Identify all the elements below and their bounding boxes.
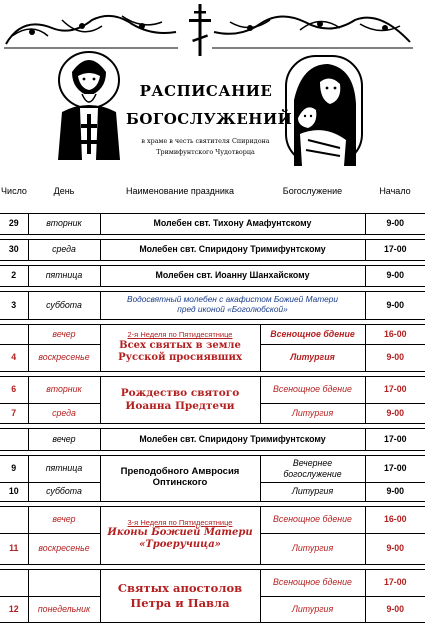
feast-line-2: Оптинского — [152, 477, 208, 488]
feast-line-2: пред иконой «Боголюбской» — [177, 304, 288, 314]
feast-line-1: Иконы Божией Матери — [107, 527, 253, 539]
row-start: 9-00 — [365, 533, 425, 564]
row-service: Литургия — [260, 596, 365, 622]
row-day: вечер — [28, 506, 100, 533]
row-feast — [100, 324, 260, 371]
col-header-num: Число — [1, 186, 27, 196]
feast-line-1: Преподобного Амвросия — [120, 466, 240, 478]
row-feast: Молебен свт. Иоанну Шанхайскому — [100, 265, 365, 286]
saint-spyridon-icon — [52, 50, 126, 160]
subtitle-line-1: в храме в честь святителя Спиридона — [141, 137, 270, 145]
subtitle-line-2: Тримифунтского Чудотворца — [156, 148, 255, 156]
row-feast: Молебен свт. Спиридону Тримифунтскому — [100, 239, 365, 260]
table-row — [0, 376, 425, 403]
row-start: 17-00 — [365, 239, 425, 260]
feast-line-2: «Троеручица» — [139, 539, 221, 551]
row-service: Всенощное бдение — [260, 324, 365, 344]
row-num: 2 — [0, 265, 28, 286]
row-day: среда — [28, 403, 100, 423]
row-start: 16-00 — [365, 324, 425, 344]
row-day: пятница — [28, 455, 100, 482]
ornament-right-icon — [210, 6, 415, 50]
row-feast: Молебен свт. Спиридону Тримифунтскому — [100, 428, 365, 450]
row-service: Всенощное бдение — [260, 376, 365, 403]
table-row — [0, 428, 425, 450]
feast-line-2: Русской просиявших — [118, 351, 242, 363]
row-start: 9-00 — [365, 344, 425, 371]
row-num: 6 — [0, 376, 28, 403]
row-start: 17-00 — [365, 455, 425, 482]
row-service: Всенощное бдение — [260, 506, 365, 533]
row-day: понедельник — [28, 596, 100, 622]
row-day: воскресенье — [28, 533, 100, 564]
row-num-empty — [0, 428, 28, 450]
row-day-empty — [28, 569, 100, 596]
row-service: Литургия — [260, 533, 365, 564]
row-num: 9 — [0, 455, 28, 482]
row-num: 3 — [0, 291, 28, 319]
col-header-day: День — [53, 186, 75, 196]
row-num: 12 — [0, 596, 28, 622]
table-row — [0, 324, 425, 344]
row-feast — [100, 376, 260, 423]
row-num-empty — [0, 569, 28, 596]
row-day: вечер — [28, 428, 100, 450]
row-num: 7 — [0, 403, 28, 423]
row-start: 9-00 — [365, 596, 425, 622]
feast-line-1: Всех святых в земле — [119, 339, 241, 351]
row-num: 11 — [0, 533, 28, 564]
row-start: 17-00 — [365, 569, 425, 596]
table-row — [0, 213, 425, 234]
row-start: 17-00 — [365, 376, 425, 403]
row-feast: Молебен свт. Тихону Амафунтскому — [100, 213, 365, 234]
orthodox-cross-icon — [188, 4, 212, 56]
table-row — [0, 506, 425, 533]
feast-line-2: Петра и Павла — [130, 595, 230, 610]
row-num-empty — [0, 324, 28, 344]
row-day: среда — [28, 239, 100, 260]
row-day: вечер — [28, 324, 100, 344]
row-service — [260, 455, 365, 482]
row-day: воскресенье — [28, 344, 100, 371]
title-line-2: БОГОСЛУЖЕНИЙ — [126, 110, 293, 128]
row-num: 4 — [0, 344, 28, 371]
row-num-empty — [0, 506, 28, 533]
schedule-table — [0, 174, 425, 623]
week-label: 3-я Неделя по Пятидесятнице — [127, 517, 233, 527]
row-day: суббота — [28, 482, 100, 501]
row-start: 9-00 — [365, 403, 425, 423]
row-start: 9-00 — [365, 291, 425, 319]
row-num: 29 — [0, 213, 28, 234]
row-service: Литургия — [260, 482, 365, 501]
feast-line-1: Рождество святого — [120, 387, 240, 400]
row-start: 9-00 — [365, 213, 425, 234]
row-day: вторник — [28, 213, 100, 234]
row-service: Литургия — [260, 403, 365, 423]
feast-line-1: Святых апостолов — [117, 580, 243, 595]
row-num: 10 — [0, 482, 28, 501]
row-start: 9-00 — [365, 265, 425, 286]
service-line-2: богослужение — [283, 468, 342, 479]
table-row — [0, 265, 425, 286]
row-day: суббота — [28, 291, 100, 319]
table-row — [0, 569, 425, 596]
row-start: 9-00 — [365, 482, 425, 501]
row-day: вторник — [28, 376, 100, 403]
row-feast — [100, 569, 260, 622]
service-line-1: Вечернее — [292, 458, 333, 469]
row-feast — [100, 506, 260, 564]
week-label: 2-я Неделя по Пятидесятнице — [127, 330, 233, 340]
table-row — [0, 239, 425, 260]
row-start: 17-00 — [365, 428, 425, 450]
title-line-1: РАСПИСАНИЕ — [139, 82, 273, 100]
table-row — [0, 291, 425, 319]
feast-line-2: Иоанна Предтечи — [125, 399, 235, 412]
row-service: Литургия — [260, 344, 365, 371]
col-header-feast: Наименование праздника — [126, 186, 234, 196]
row-start: 16-00 — [365, 506, 425, 533]
ornament-left-icon — [2, 6, 180, 50]
row-feast — [100, 291, 365, 319]
table-row — [0, 455, 425, 482]
theotokos-icon — [284, 54, 364, 166]
col-header-service: Богослужение — [282, 186, 343, 196]
row-service: Всенощное бдение — [260, 569, 365, 596]
row-day: пятница — [28, 265, 100, 286]
col-header-start: Начало — [379, 186, 411, 196]
feast-line-1: Водосвятный молебен с акафистом Божией Матери — [127, 294, 338, 305]
table-header-row — [0, 174, 425, 208]
row-num: 30 — [0, 239, 28, 260]
row-feast — [100, 455, 260, 501]
page-header — [0, 0, 425, 172]
